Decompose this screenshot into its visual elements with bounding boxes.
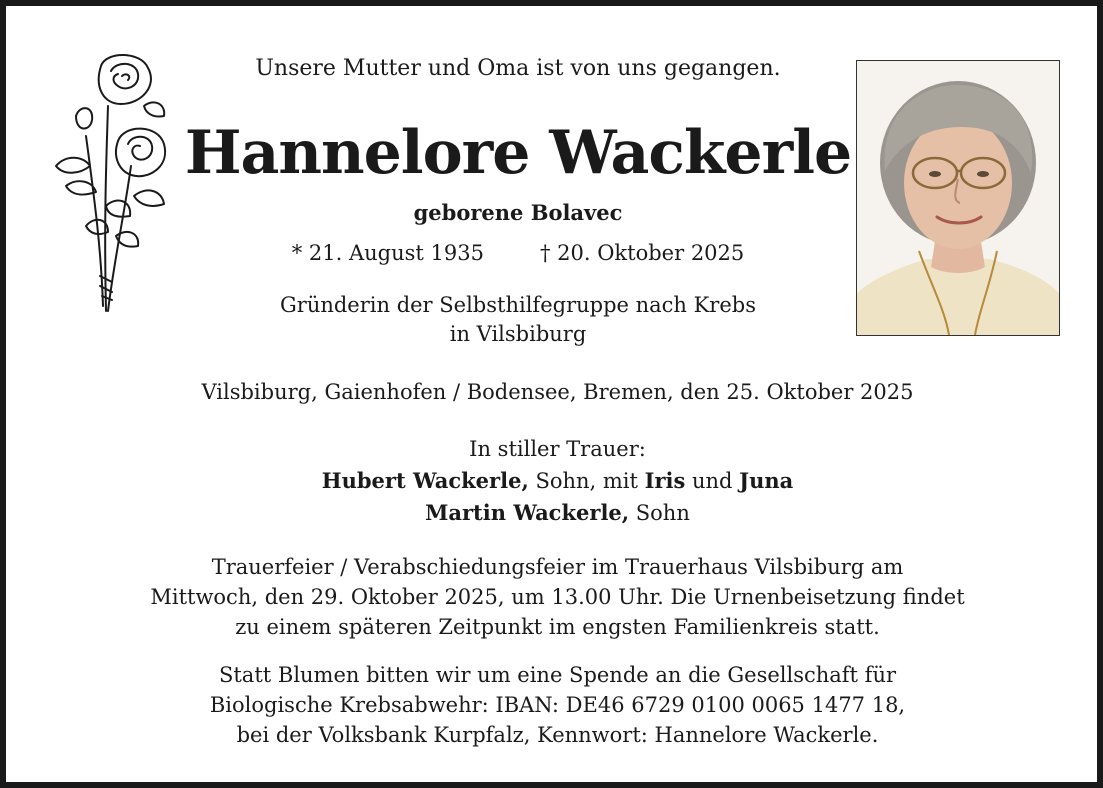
maiden-name: geborene Bolavec	[413, 200, 623, 225]
role-line-2: in Vilsbiburg	[449, 322, 587, 346]
donation-line-2: Biologische Krebsabwehr: IBAN: DE46 6729 0100 0065 1477 18,	[209, 693, 906, 717]
role-line-1: Gründerin der Selbsthilfegruppe nach Krebs	[280, 293, 756, 317]
mourner-1-name: Hubert Wackerle,	[321, 468, 529, 493]
mourners-heading: In stiller Trauer:	[469, 437, 646, 461]
mourner-1-relation: Sohn, mit	[528, 469, 645, 493]
deceased-name: Hannelore Wackerle	[184, 118, 852, 188]
mourner-line-2	[6, 497, 1103, 529]
donation-info	[6, 660, 1103, 750]
places-and-date: Vilsbiburg, Gaienhofen / Bodensee, Bremen, den 25. Oktober 2025	[201, 380, 914, 404]
life-dates	[6, 241, 1030, 265]
service-line-3: zu einem späteren Zeitpunkt im engsten Familienkreis statt.	[235, 615, 880, 639]
death-date: † 20. Oktober 2025	[539, 241, 745, 265]
mourner-2-name: Martin Wackerle,	[425, 500, 630, 525]
donation-line-3: bei der Volksbank Kurpfalz, Kennwort: Hannelore Wackerle.	[236, 723, 879, 747]
mourners-block	[6, 434, 1103, 529]
service-info	[6, 552, 1103, 642]
mourner-2-relation: Sohn	[629, 501, 690, 525]
birth-date: * 21. August 1935	[291, 241, 484, 265]
conjunction: und	[685, 469, 740, 493]
service-line-1: Trauerfeier / Verabschiedungsfeier im Trauerhaus Vilsbiburg am	[211, 555, 904, 579]
intro-line: Unsere Mutter und Oma ist von uns gegangen.	[255, 56, 781, 81]
role-text	[6, 291, 1030, 349]
mourner-line-1	[6, 465, 1103, 497]
donation-line-1: Statt Blumen bitten wir um eine Spende an die Gesellschaft für	[218, 663, 897, 687]
grandchild-2: Juna	[739, 468, 794, 493]
grandchild-1: Iris	[644, 468, 686, 493]
service-line-2: Mittwoch, den 29. Oktober 2025, um 13.00 Uhr. Die Urnenbeisetzung findet	[150, 585, 965, 609]
